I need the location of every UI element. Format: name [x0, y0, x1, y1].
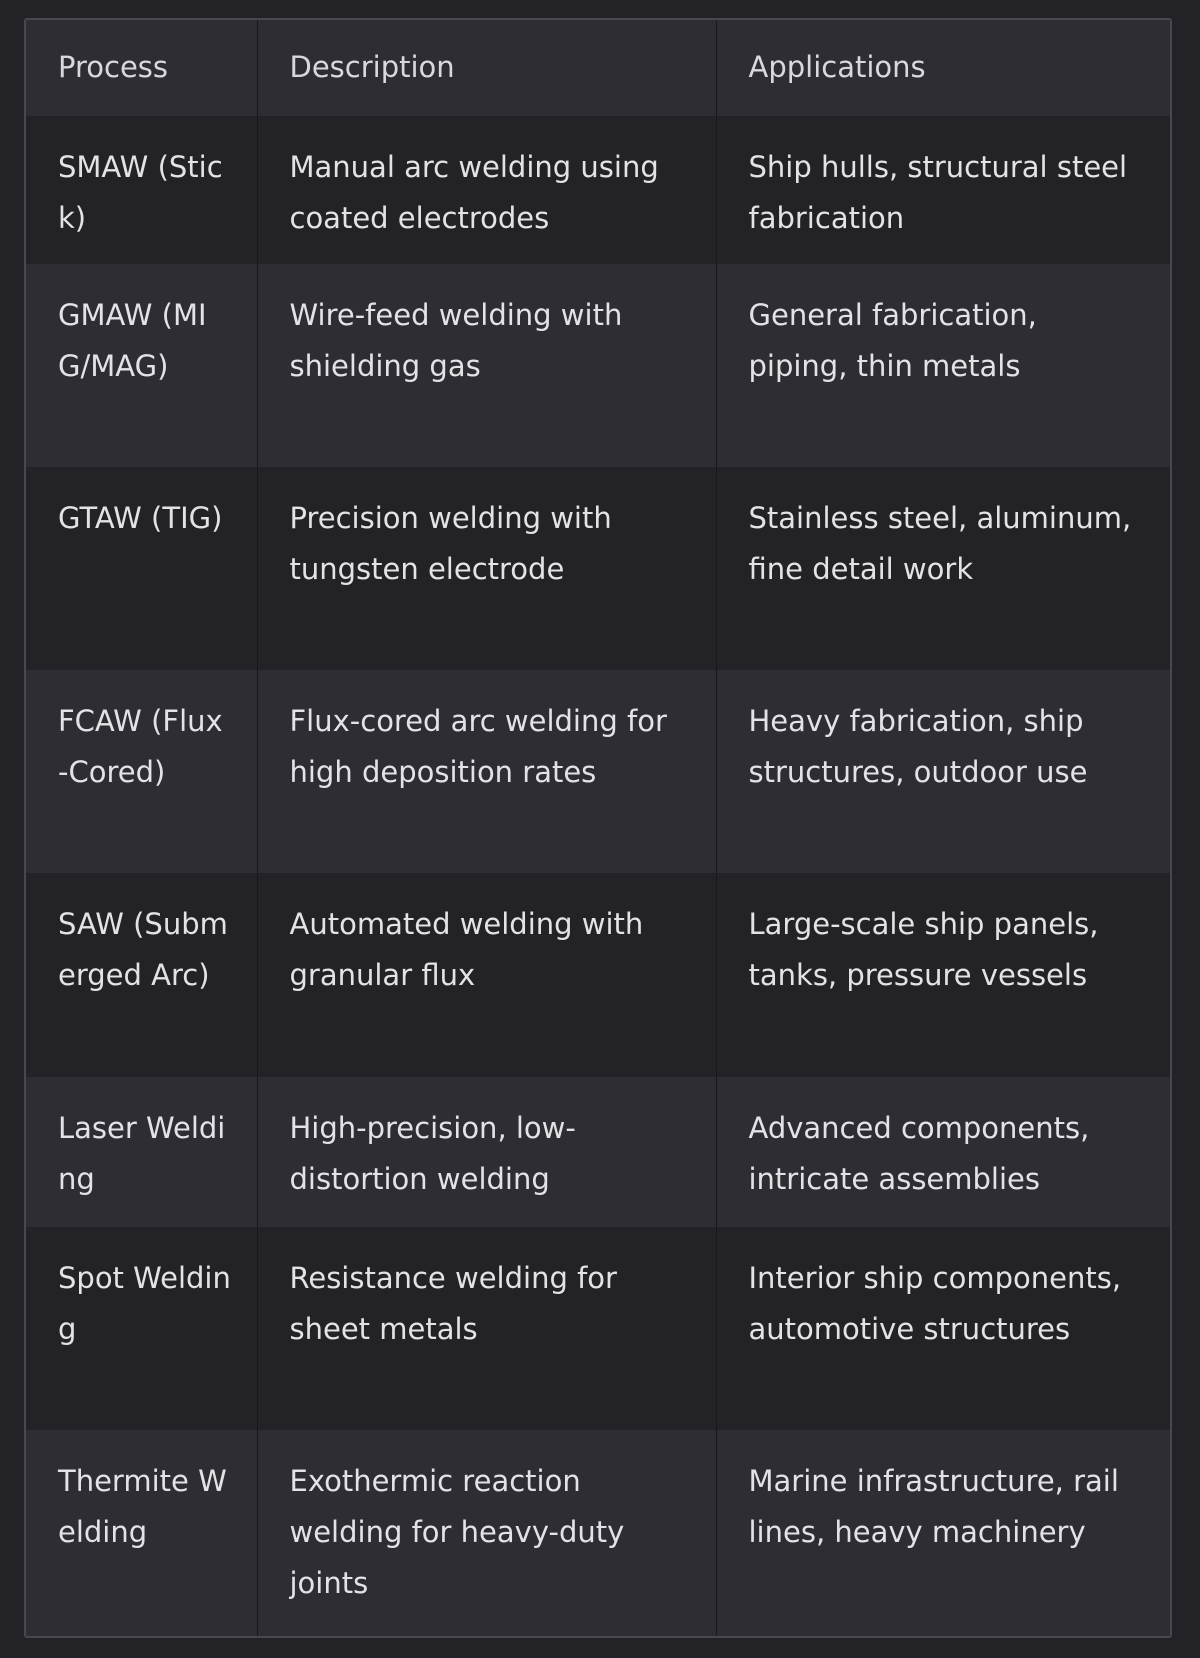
cell-applications: Heavy fabrication, ship structures, outdoor use: [716, 670, 1170, 873]
cell-description: Exothermic reaction welding for heavy-duty joints: [257, 1430, 716, 1636]
table-row: [26, 670, 1170, 873]
cell-process: Thermite Welding: [26, 1430, 257, 1636]
header-process: Process: [26, 20, 257, 116]
cell-applications: Interior ship components, automotive structures: [716, 1227, 1170, 1430]
cell-description: Precision welding with tungsten electrode: [257, 467, 716, 670]
welding-processes-table: [26, 20, 1170, 1636]
cell-description: Resistance welding for sheet metals: [257, 1227, 716, 1430]
table-row: [26, 1227, 1170, 1430]
welding-processes-table-container: [24, 18, 1172, 1638]
cell-description: Manual arc welding using coated electrodes: [257, 116, 716, 264]
cell-applications: Large-scale ship panels, tanks, pressure vessels: [716, 873, 1170, 1076]
cell-applications: Advanced components, intricate assemblies: [716, 1077, 1170, 1227]
cell-process: Laser Welding: [26, 1077, 257, 1227]
table-row: [26, 264, 1170, 467]
cell-applications: Stainless steel, aluminum, fine detail work: [716, 467, 1170, 670]
header-applications: Applications: [716, 20, 1170, 116]
cell-process: SAW (Submerged Arc): [26, 873, 257, 1076]
cell-process: Spot Welding: [26, 1227, 257, 1430]
cell-process: GMAW (MIG/MAG): [26, 264, 257, 467]
table-row: [26, 1077, 1170, 1227]
cell-description: Wire-feed welding with shielding gas: [257, 264, 716, 467]
header-description: Description: [257, 20, 716, 116]
table-row: [26, 1430, 1170, 1636]
cell-process: SMAW (Stick): [26, 116, 257, 264]
cell-process: FCAW (Flux-Cored): [26, 670, 257, 873]
cell-description: Automated welding with granular flux: [257, 873, 716, 1076]
cell-applications: General fabrication, piping, thin metals: [716, 264, 1170, 467]
table-header-row: [26, 20, 1170, 116]
table-row: [26, 467, 1170, 670]
table-row: [26, 873, 1170, 1076]
cell-applications: Marine infrastructure, rail lines, heavy machinery: [716, 1430, 1170, 1636]
cell-description: Flux-cored arc welding for high deposition rates: [257, 670, 716, 873]
cell-process: GTAW (TIG): [26, 467, 257, 670]
cell-description: High-precision, low-distortion welding: [257, 1077, 716, 1227]
table-row: [26, 116, 1170, 264]
cell-applications: Ship hulls, structural steel fabrication: [716, 116, 1170, 264]
